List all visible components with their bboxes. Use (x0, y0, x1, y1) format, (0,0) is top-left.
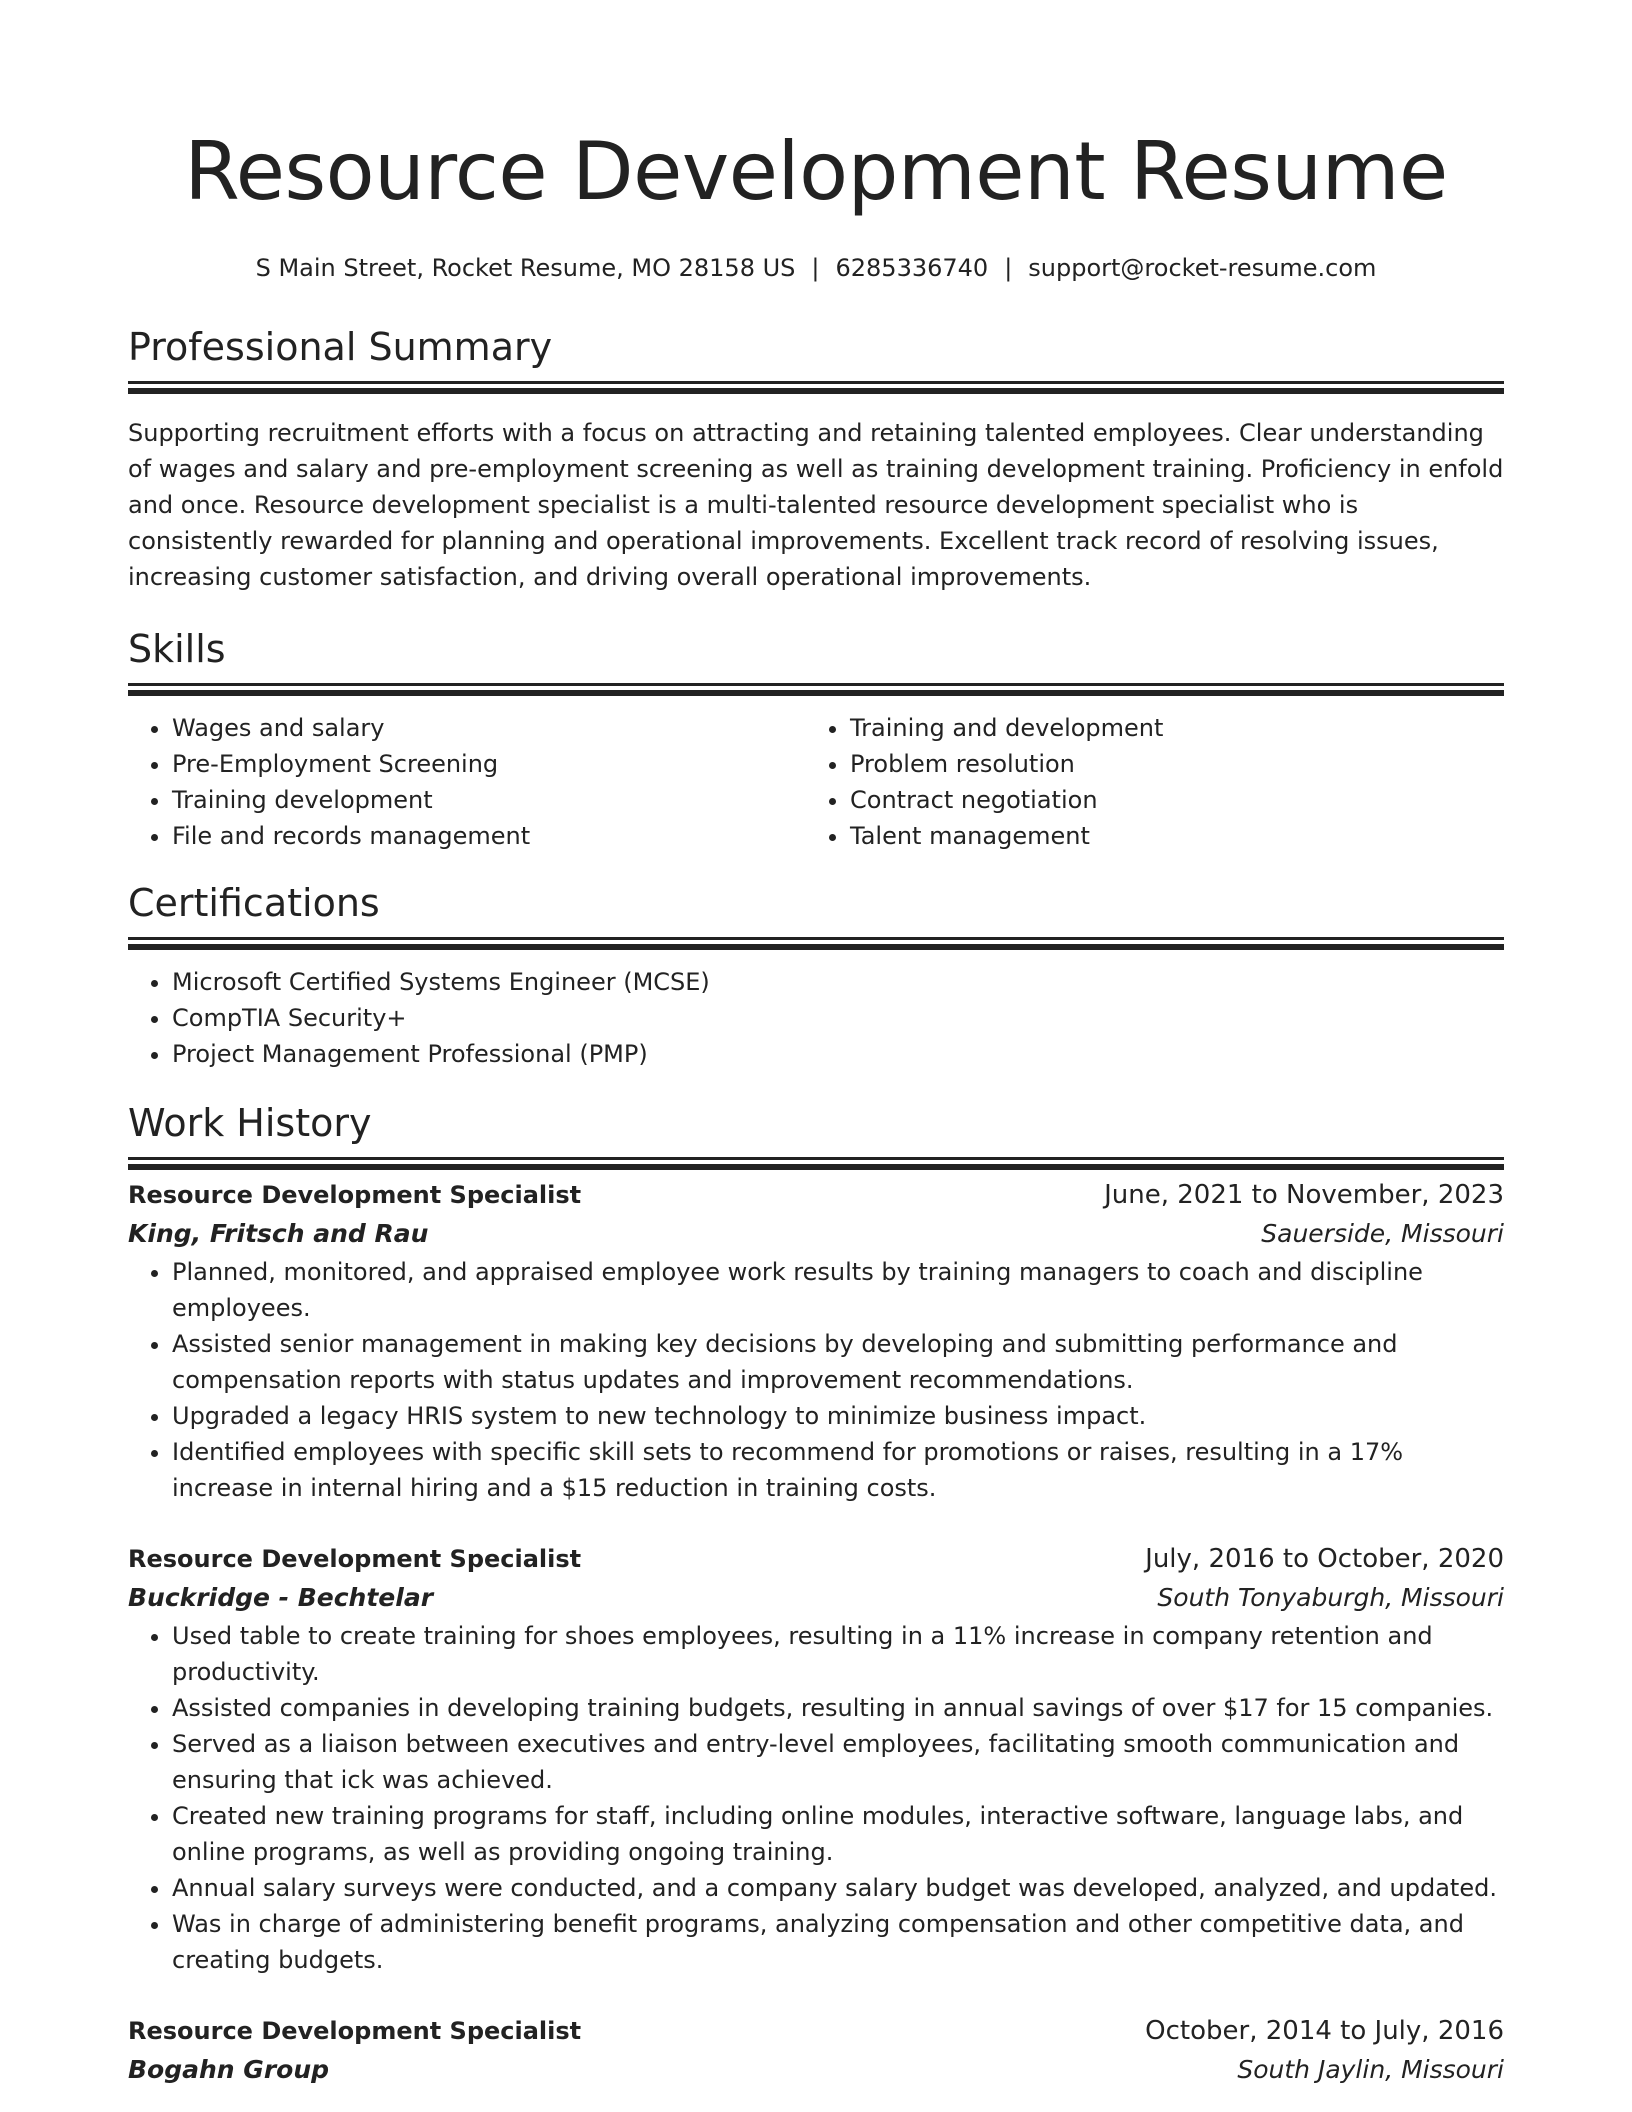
contact-separator: | (1004, 254, 1013, 282)
summary-text: Supporting recruitment efforts with a focus on attracting and retaining talented employees. Clear understanding of wages and salary and pre-employment screening as well as training development training. Proficiency in enfold and once. Resource development specialist is a multi-talented resource development specialist who is consistently rewarded for planning and operational improvements. Excellent track record of resolving issues, increasing customer satisfaction, and driving overall operational improvements. (128, 419, 1504, 591)
certification-item: • CompTIA Security+ (172, 1000, 1504, 1036)
contact-phone: 6285336740 (835, 254, 989, 282)
job-bullets (128, 1254, 1504, 1506)
skills-heading: Skills (128, 627, 226, 671)
job-entry (128, 2012, 1504, 2090)
skill-item: • Training and development (850, 710, 1484, 746)
skill-item: • Problem resolution (850, 746, 1484, 782)
skills-column-right (806, 710, 1484, 854)
summary-section (128, 323, 1504, 595)
job-bullet: • Upgraded a legacy HRIS system to new technology to minimize business impact. (172, 1398, 1504, 1434)
skill-item: • Training development (172, 782, 806, 818)
section-divider (128, 1157, 1504, 1160)
job-bullet: • Created new training programs for staff, including online modules, interactive software, language labs, and online programs, as well as providing ongoing training. (172, 1798, 1504, 1870)
summary-heading: Professional Summary (128, 325, 553, 369)
certifications-section (128, 879, 1504, 1072)
skill-item: • Wages and salary (172, 710, 806, 746)
skill-item: • Pre-Employment Screening (172, 746, 806, 782)
job-bullet: • Annual salary surveys were conducted, and a company salary budget was developed, analyzed, and updated. (172, 1870, 1504, 1906)
job-location: South Tonyaburgh, Missouri (1157, 1583, 1504, 1612)
job-company: Bogahn Group (128, 2055, 330, 2084)
job-bullet: • Served as a liaison between executives and entry-level employees, facilitating smooth communication and ensuring that ick was achieved. (172, 1726, 1504, 1798)
section-divider (128, 937, 1504, 940)
job-bullets (128, 1618, 1504, 1978)
skill-item: • File and records management (172, 818, 806, 854)
job-bullet: • Was in charge of administering benefit programs, analyzing compensation and other competitive data, and creating budgets. (172, 1906, 1504, 1978)
section-divider (128, 683, 1504, 686)
skill-item: • Contract negotiation (850, 782, 1484, 818)
skills-column-left (128, 710, 806, 854)
job-dates: July, 2016 to October, 2020 (1145, 1544, 1504, 1574)
job-bullet: • Planned, monitored, and appraised employee work results by training managers to coach and discipline employees. (172, 1254, 1504, 1326)
job-title: Resource Development Specialist (128, 1181, 582, 1209)
contact-email[interactable]: support@rocket-resume.com (1028, 254, 1377, 282)
job-bullet: • Used table to create training for shoes employees, resulting in a 11% increase in company retention and productivity. (172, 1618, 1504, 1690)
skills-section (128, 625, 1504, 854)
job-title: Resource Development Specialist (128, 2017, 582, 2045)
job-company: Buckridge - Bechtelar (128, 1583, 434, 1612)
resume-page (128, 0, 1504, 2090)
job-bullet: • Identified employees with specific skill sets to recommend for promotions or raises, resulting in a 17% increase in internal hiring and a $15 reduction in training costs. (172, 1434, 1504, 1506)
certifications-list (128, 964, 1504, 1072)
certification-item: • Project Management Professional (PMP) (172, 1036, 1504, 1072)
job-entry (128, 1540, 1504, 1978)
job-dates: June, 2021 to November, 2023 (1104, 1180, 1504, 1210)
contact-line (128, 252, 1504, 284)
skill-item: • Talent management (850, 818, 1484, 854)
work-history-section (128, 1099, 1504, 2090)
section-divider (128, 381, 1504, 384)
work-history-heading: Work History (128, 1101, 372, 1145)
job-title: Resource Development Specialist (128, 1545, 582, 1573)
resume-title: Resource Development Resume (184, 125, 1448, 218)
job-bullet: • Assisted senior management in making key decisions by developing and submitting performance and compensation reports with status updates and improvement recommendations. (172, 1326, 1504, 1398)
job-bullet: • Assisted companies in developing training budgets, resulting in annual savings of over $17 for 15 companies. (172, 1690, 1504, 1726)
contact-address: S Main Street, Rocket Resume, MO 28158 US (255, 254, 796, 282)
job-location: South Jaylin, Missouri (1237, 2055, 1504, 2084)
certification-item: • Microsoft Certified Systems Engineer (MCSE) (172, 964, 1504, 1000)
job-company: King, Fritsch and Rau (128, 1219, 429, 1248)
contact-separator: | (811, 254, 820, 282)
job-dates: October, 2014 to July, 2016 (1145, 2016, 1504, 2046)
certifications-heading: Certifications (128, 881, 380, 925)
job-location: Sauerside, Missouri (1261, 1219, 1504, 1248)
skills-grid (128, 710, 1504, 854)
job-entry (128, 1176, 1504, 1506)
